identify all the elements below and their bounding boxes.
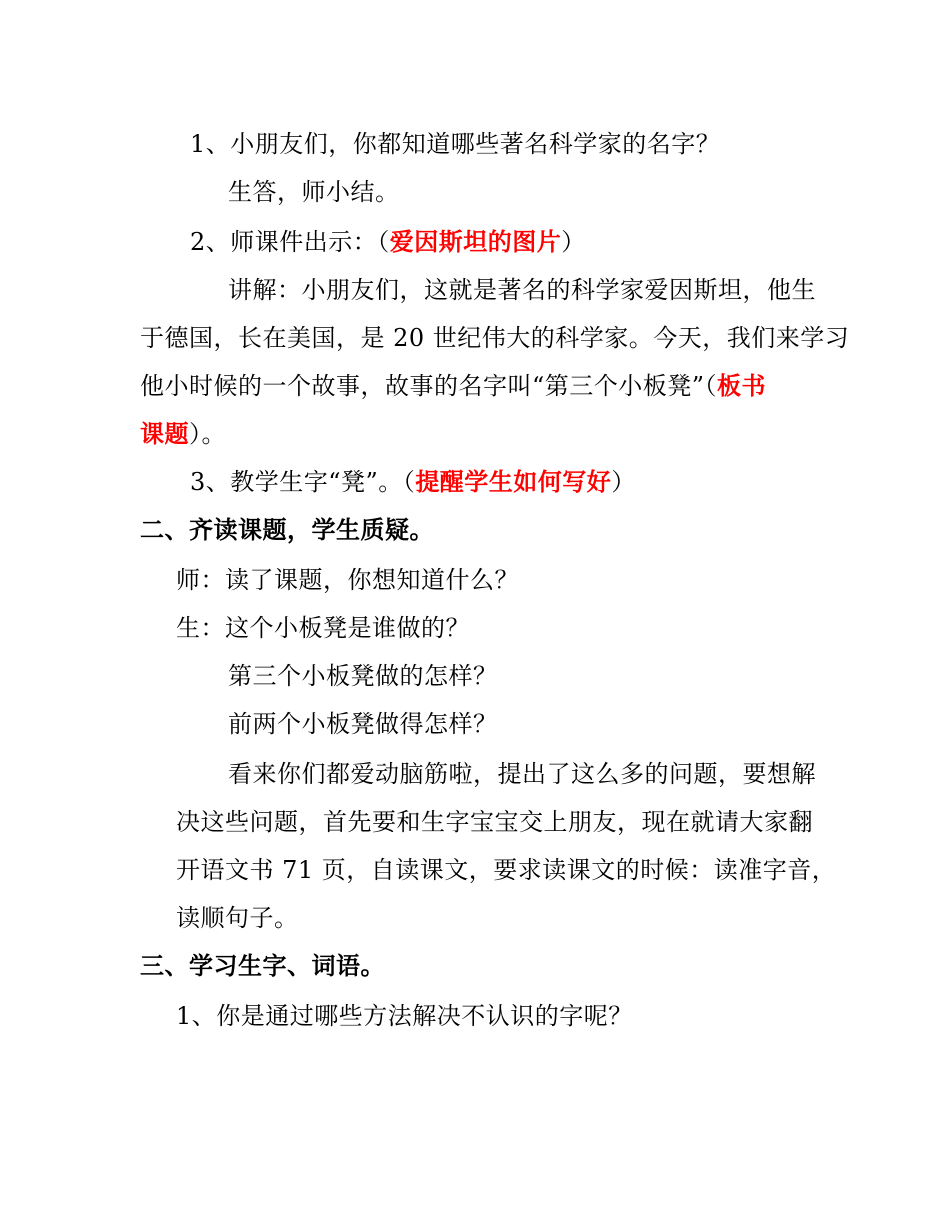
section-2-student-answer-1: 生：这个小板凳是谁做的？ [176,614,470,642]
section-2-student-answer-3: 前两个小板凳做得怎样？ [228,710,498,738]
explain-line-4 [140,418,226,450]
section-2-paragraph-line-4: 读顺句子。 [176,904,299,932]
intro-question-3 [190,466,636,498]
section-2-heading: 二、齐读课题，学生质疑。 [140,516,434,544]
intro-question-3-close: ） [611,468,636,496]
intro-answer: 生答，师小结。 [228,178,400,206]
explain-line-4-highlight: 课题 [140,420,189,448]
explain-line-3-highlight: 板书 [717,372,767,400]
explain-line-2: 于德国，长在美国，是 20 世纪伟大的科学家。今天，我们来学习 [140,324,850,352]
intro-question-2-highlight: 爱因斯坦的图片 [389,228,562,256]
explain-line-3-text: 他小时候的一个故事，故事的名字叫“第三个小板凳”（ [140,372,718,400]
section-3-heading: 三、学习生字、词语。 [140,952,385,980]
intro-question-3-text: 3、教学生字“凳”。（ [190,468,416,496]
section-3-question-1: 1、你是通过哪些方法解决不认识的字呢？ [176,1002,633,1030]
section-2-paragraph-line-3: 开语文书 71 页，自读课文，要求读课文的时候：读准字音， [176,856,837,884]
section-2-student-answer-2: 第三个小板凳做的怎样？ [228,662,498,690]
intro-question-2-text: 2、师课件出示：（ [190,228,390,256]
intro-question-2-close: ） [561,228,586,256]
intro-question-1: 1、小朋友们，你都知道哪些著名科学家的名字？ [190,130,721,158]
explain-line-4-text: ）。 [189,420,226,448]
explain-line-1: 讲解：小朋友们，这就是著名的科学家爱因斯坦，他生 [228,276,816,304]
section-2-paragraph-line-2: 决这些问题，首先要和生字宝宝交上朋友，现在就请大家翻 [176,808,813,836]
section-2-teacher-question: 师：读了课题，你想知道什么？ [176,566,519,594]
intro-question-2 [190,226,586,258]
section-2-paragraph-line-1: 看来你们都爱动脑筋啦，提出了这么多的问题，要想解 [228,760,816,788]
intro-question-3-highlight: 提醒学生如何写好 [415,468,612,496]
explain-line-3 [140,370,766,402]
